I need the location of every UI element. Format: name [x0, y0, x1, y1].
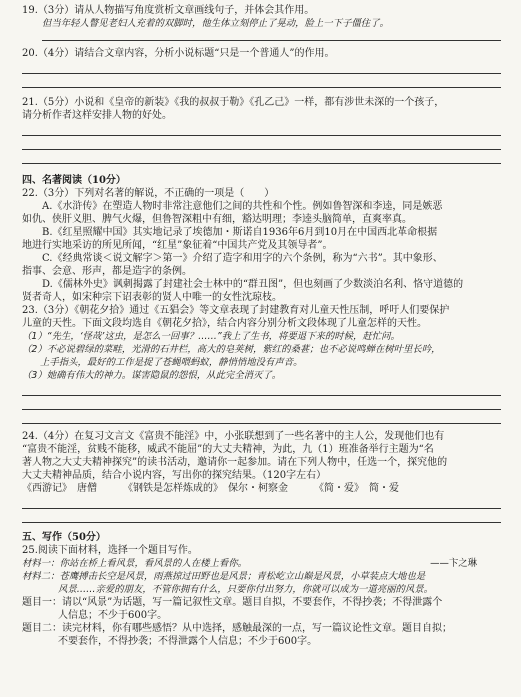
answer-line[interactable]	[22, 410, 501, 424]
question-19: 19.（3分）请从人物描写角度赏析文章画线句子，并体会其作用。	[22, 5, 315, 16]
question-24-line2: “富贵不能淫，贫贱不能移，威武不能屈”的大丈夫精神，为此，九（1）班准备举行主题为“名	[22, 444, 434, 455]
question-25: 25.阅读下面材料，选择一个题目写作。	[22, 545, 198, 556]
answer-line[interactable]	[22, 136, 501, 150]
question-24-line1: 24.（4分）在复习文言文《富贵不能淫》中，小张联想到了一些名著中的主人公，发现他们也有	[22, 431, 445, 442]
question-21-line2: 请分析作者这样安排人物的好处。	[22, 110, 172, 121]
answer-line[interactable]	[22, 74, 501, 88]
material-2: 材料二：苍鹰搏击长空是风景，雨燕掠过田野也是风景；青松屹立山巅是风景，小草装点大地也是	[22, 571, 426, 582]
option-b: B.《红星照耀中国》其实地记录了埃德加・斯诺自1936年6月到10月在中国西北革命根据	[42, 227, 438, 238]
question-19-quote: 但当年轻人瞥见老妇人充着的双脚时，他生体立刻停止了晃动，脸上一下子僵住了。	[42, 18, 389, 29]
topic-2-cont: 不要套作，不得抄袭；不得泄露个人信息；不少于600字。	[58, 636, 318, 647]
question-23-passage-2-cont: 上手指头，最好的工作是捉了苍蝇喂蚂蚁，静悄悄地没有声音。	[40, 357, 303, 368]
question-23-passage-2: （2）不必说碧绿的菜畦，光滑的石井栏，高大的皂荚树，紫红的桑葚；也不必说鸣蝉在树叶里长吟，	[22, 344, 441, 355]
answer-line[interactable]	[22, 396, 501, 410]
question-22-stem: 22.（3分）下列对名著的解说，不正确的一项是（ ）	[22, 188, 275, 199]
topic-2: 题目二：读完材料，你有哪些感悟？从中选择，感触最深的一点，写一篇议论性文章。题目自拟；	[22, 623, 452, 634]
option-c: C.《经典常谈＜说文解字＞第一》介绍了造字和用字的六个条例，称为“六书”。其中象形、	[42, 253, 443, 264]
question-23-line2: 儿童的天性。下面文段均选自《朝花夕拾》，结合内容分别分析文段体现了儿童怎样的天性。	[22, 318, 427, 329]
topic-1: 题目一：请以“风景”为话题，写一篇记叙性文章。题目自拟，不要套作，不得抄袭；不得泄露个	[22, 597, 443, 608]
option-b-cont: 地进行实地采访的所见所闻，“红星”象征着“中国共产党及其领导者”。	[22, 240, 333, 251]
answer-line[interactable]	[22, 150, 501, 164]
question-24-line4: 大丈夫精神品质，结合小说内容，写出你的探究结果。（120字左右）	[22, 470, 327, 481]
answer-line[interactable]	[42, 30, 501, 41]
answer-line[interactable]	[22, 122, 501, 136]
answer-line[interactable]	[22, 509, 501, 523]
option-d: D.《儒林外史》讽刺揭露了封建社会士林中的“群丑图”，但也刻画了少数淡泊名利、恪守道德的	[42, 279, 464, 290]
material-2-cont: 风景……亲爱的朋友，不管你拥有什么，只要你付出努力，你就可以成为一道亮丽的风景。	[58, 584, 434, 595]
question-21-line1: 21.（5分）小说和《皇帝的新装》《我的叔叔于勒》《孔乙己》一样，都有涉世未深的一个孩子，	[22, 97, 445, 108]
question-20: 20.（4分）请结合文章内容，分析小说标题“只是一个普通人”的作用。	[22, 48, 335, 59]
book-list	[22, 482, 507, 495]
answer-line[interactable]	[22, 382, 501, 396]
option-d-cont: 贤者奇人，如宋种宗下诏表彰的贤人中唯一的女性沈琼枝。	[22, 292, 282, 303]
book-item: 《简・爱》 简・爱	[314, 483, 399, 494]
option-a-cont: 如仇、侠肝义胆、脾气火爆，但鲁智深粗中有细，豁达明理；李逵头脑简单，直爽率真。	[22, 214, 412, 225]
answer-line[interactable]	[22, 495, 501, 509]
book-item: 《西游记》 唐僧	[22, 483, 97, 494]
answer-line[interactable]	[22, 60, 501, 74]
book-item: 《钢铁是怎样炼成的》 保尔・柯察金	[123, 483, 288, 494]
question-24-line3: 著人物之大丈夫精神探究”的读书活动，邀请你一起参加。请在下列人物中，任选一个，探究他的	[22, 457, 448, 468]
section-5-title: 五、写作（50分）	[22, 532, 106, 543]
question-23-line1: 23.（3分）《朝花夕拾》通过《五猖会》等文章表现了封建教育对儿童天性压制，呼吁人们要保护	[22, 305, 450, 316]
section-4-title: 四、名著阅读（10分）	[22, 175, 126, 186]
question-23-passage-3: （3）她确有伟大的神力。谋害隐鼠的怨恨，从此完全消灭了。	[22, 370, 282, 381]
option-a: A.《水浒传》在塑造人物时非常注意他们之间的共性和个性。例如鲁智深和李逵，同是嫉恶	[42, 201, 443, 212]
topic-1-cont: 人信息；不少于600字。	[58, 610, 168, 621]
option-c-cont: 指事、会意、形声，都是造字的条例。	[22, 266, 192, 277]
material-1: 材料一：你站在桥上看风景，看风景的人在楼上看你。 ——卞之琳	[22, 558, 477, 569]
question-23-passage-1: （1）“先生，‘怪哉’这虫，是怎么一回事？……”我上了生书，将要退下来的时候，赶忙问。	[22, 331, 400, 342]
